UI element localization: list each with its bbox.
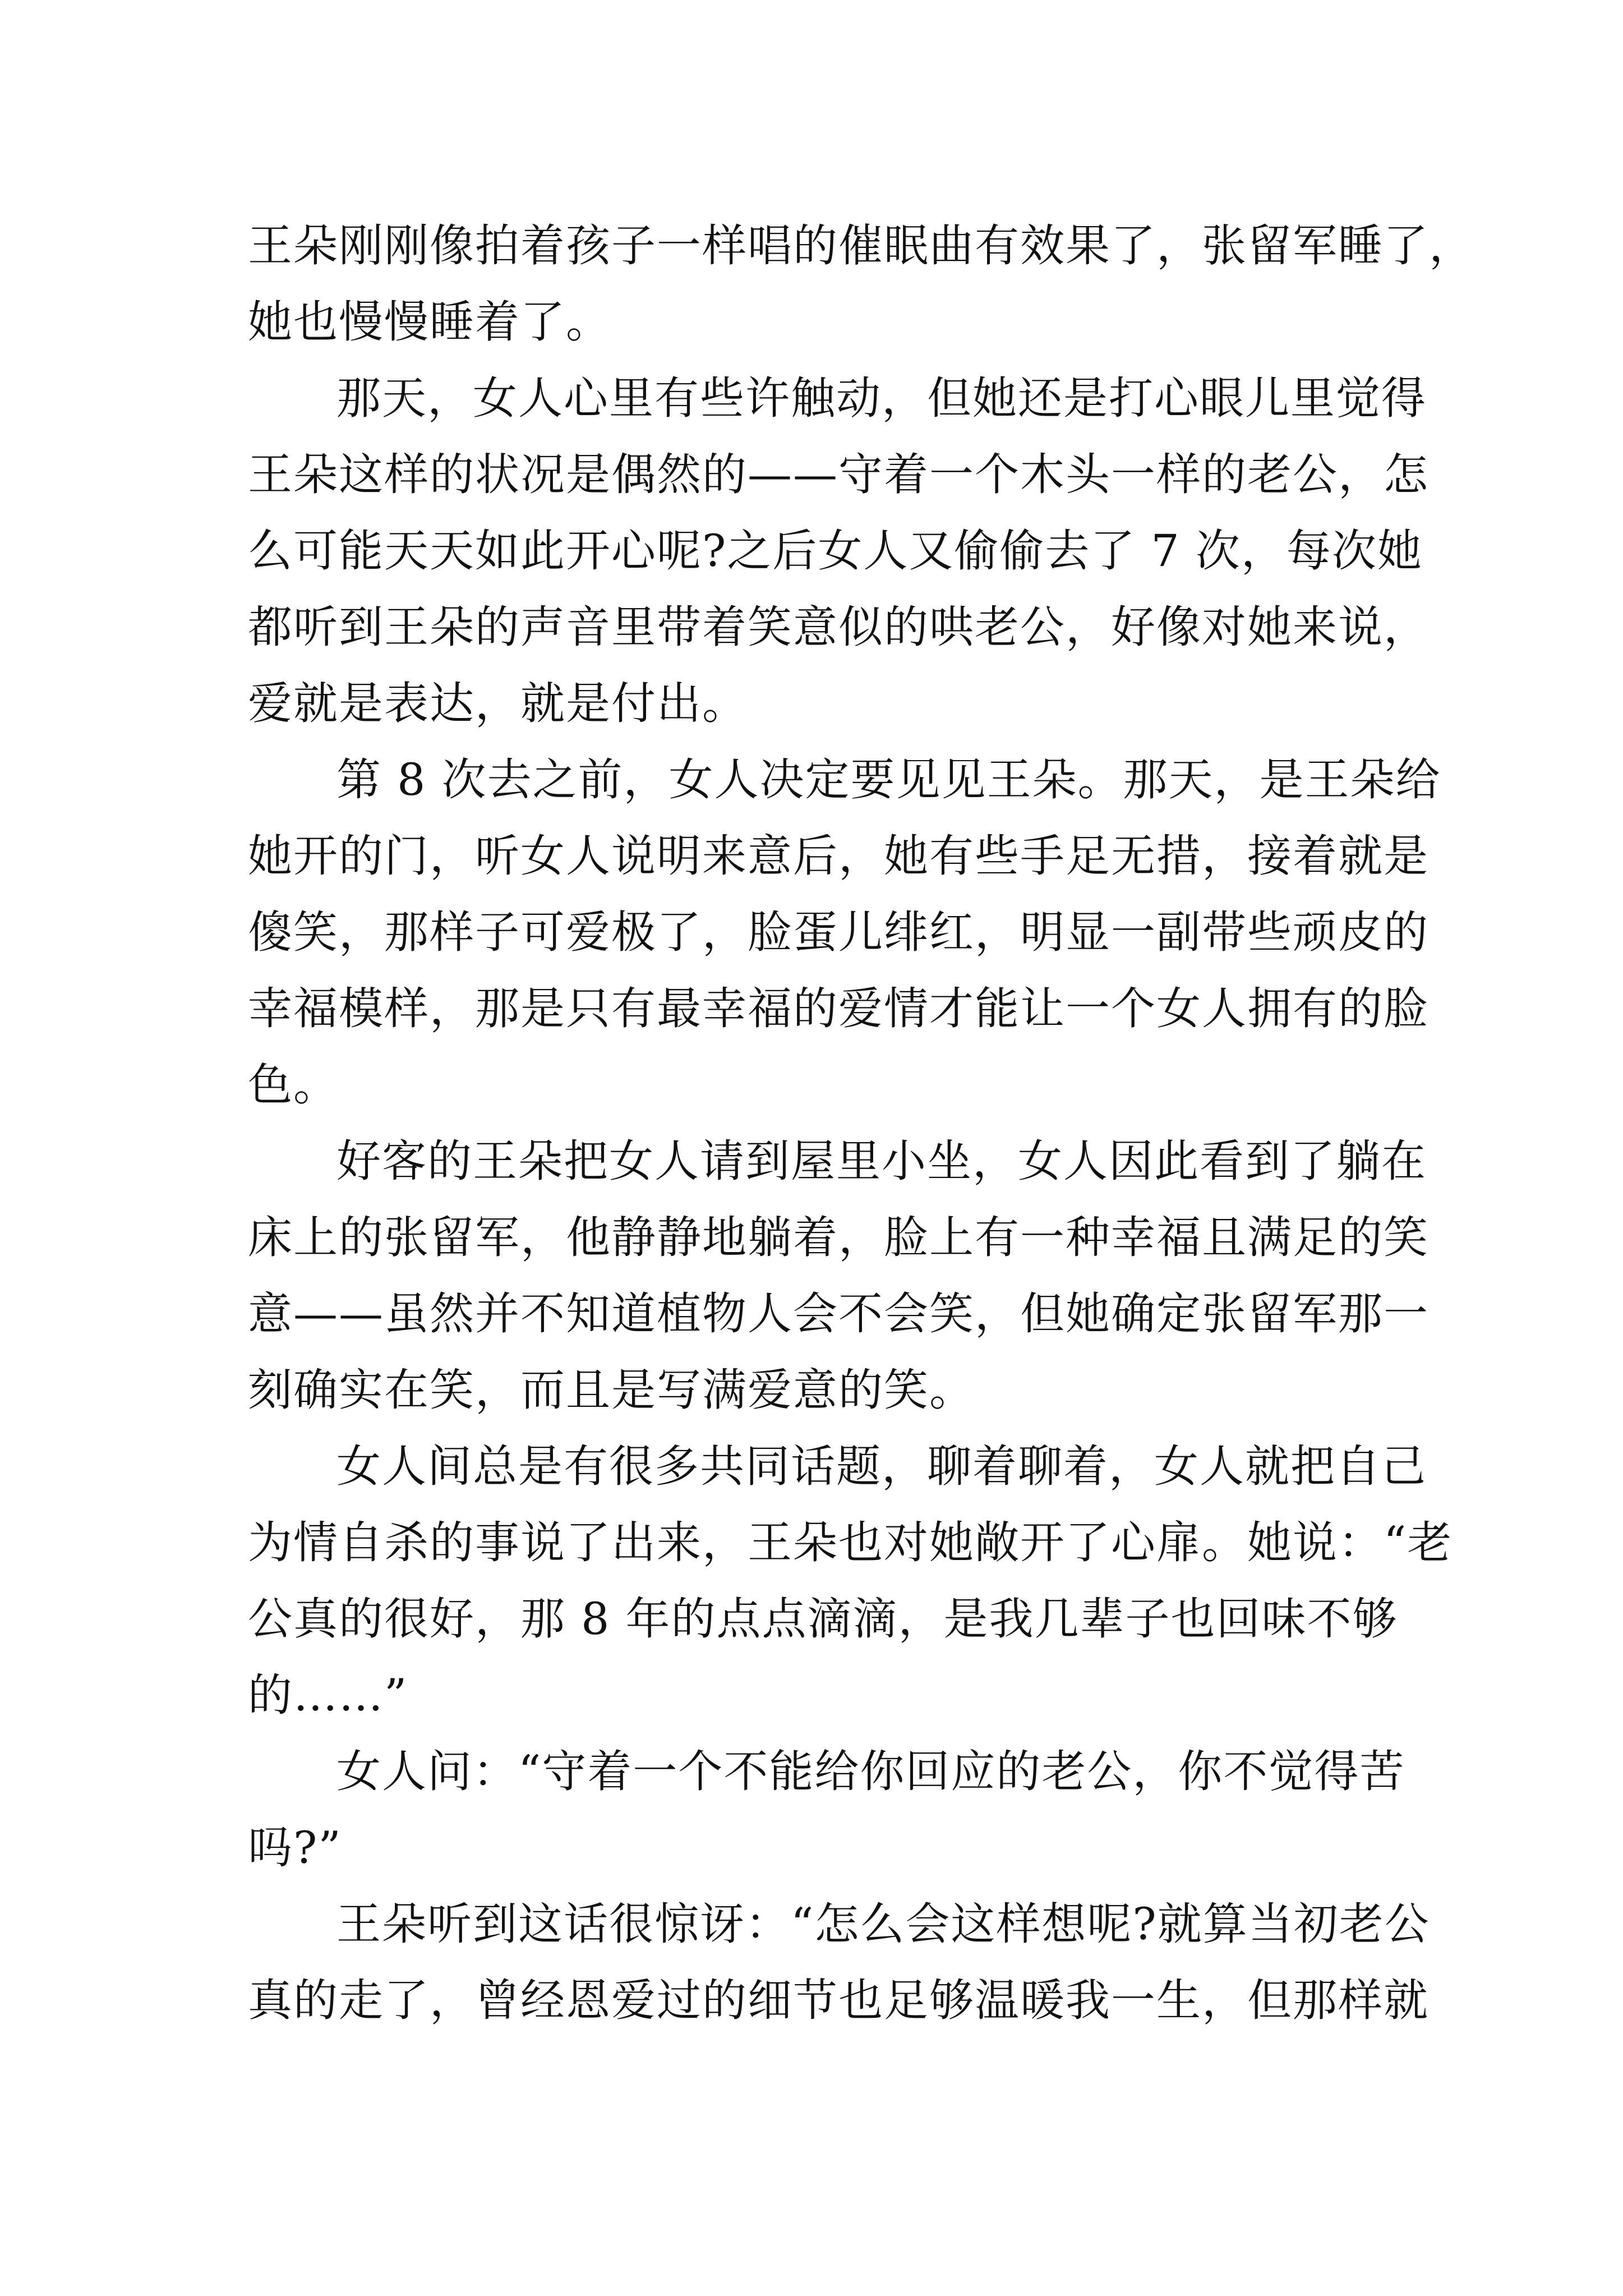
paragraph-first-line: 王朵听到这话很惊讶：“怎么会这样想呢?就算当初老公 — [336, 1898, 1430, 1950]
text-line: 为情自杀的事说了出来，王朵也对她敞开了心扉。她说：“老 — [248, 1517, 1453, 1568]
text-line: 王朵这样的状况是偶然的——守着一个木头一样的老公，怎 — [248, 449, 1429, 500]
text-line: 的……” — [248, 1669, 408, 1721]
paragraph-first-line: 那天，女人心里有些许触动，但她还是打心眼儿里觉得 — [336, 372, 1427, 424]
text-line: 色。 — [248, 1059, 339, 1111]
text-line: 刻确实在笑，而且是写满爱意的笑。 — [248, 1364, 975, 1416]
text-line: 她也慢慢睡着了。 — [248, 296, 611, 348]
text-line: 都听到王朵的声音里带着笑意似的哄老公，好像对她来说， — [248, 601, 1429, 653]
text-line: 意——虽然并不知道植物人会不会笑，但她确定张留军那一 — [248, 1288, 1429, 1340]
text-line: 幸福模样，那是只有最幸福的爱情才能让一个女人拥有的脸 — [248, 983, 1429, 1034]
text-line: 王朵刚刚像拍着孩子一样唱的催眠曲有效果了，张留军睡了， — [248, 220, 1474, 272]
paragraph-first-line: 好客的王朵把女人请到屋里小坐，女人因此看到了躺在 — [336, 1135, 1427, 1187]
paragraph-first-line: 第 8 次去之前，女人决定要见见王朵。那天，是王朵给 — [336, 754, 1441, 806]
text-line: 傻笑，那样子可爱极了，脸蛋儿绯红，明显一副带些顽皮的 — [248, 907, 1429, 958]
paragraph-first-line: 女人间总是有很多共同话题，聊着聊着，女人就把自己 — [336, 1441, 1427, 1492]
text-line: 公真的很好，那 8 年的点点滴滴，是我几辈子也回味不够 — [248, 1593, 1398, 1645]
text-line: 她开的门，听女人说明来意后，她有些手足无措，接着就是 — [248, 830, 1429, 882]
text-line: 爱就是表达，就是付出。 — [248, 678, 748, 729]
text-line: 么可能天天如此开心呢?之后女人又偷偷去了 7 次，每次她 — [248, 525, 1423, 577]
text-line: 吗?” — [248, 1822, 342, 1874]
paragraph-first-line: 女人问：“守着一个不能给你回应的老公，你不觉得苦 — [336, 1746, 1405, 1797]
body-text — [248, 208, 1474, 2039]
text-line: 床上的张留军，他静静地躺着，脸上有一种幸福且满足的笑 — [248, 1212, 1429, 1263]
text-line: 真的走了，曾经恩爱过的细节也足够温暖我一生，但那样就 — [248, 1975, 1429, 2026]
